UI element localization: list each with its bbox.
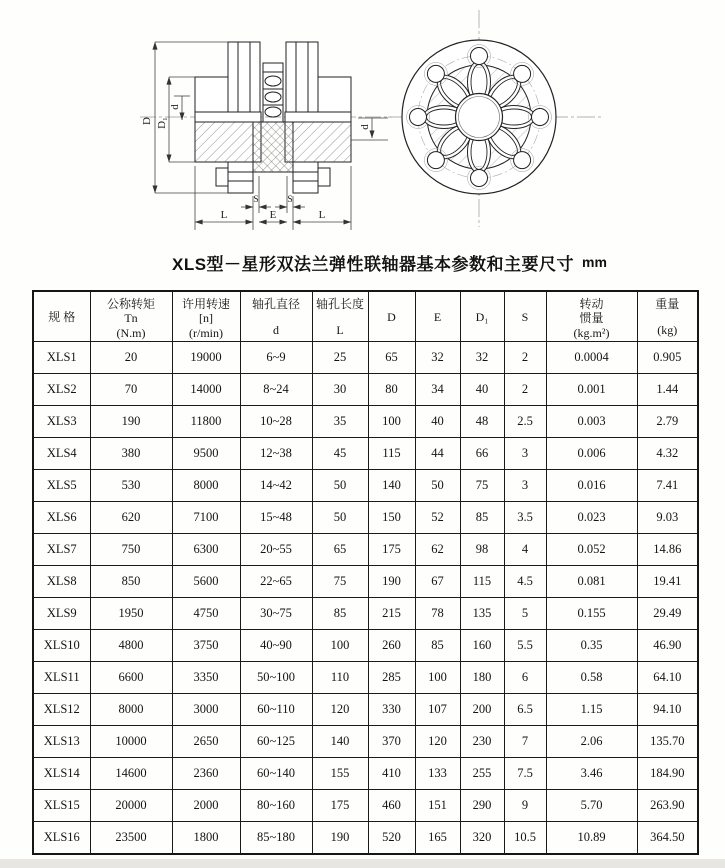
table-row xyxy=(33,342,698,374)
page-title: XLS型－星形双法兰弹性联轴器基本参数和主要尺寸 xyxy=(172,255,575,274)
value-cell: 75 xyxy=(312,565,368,597)
dim-label-D: D xyxy=(141,117,153,125)
value-cell: 23500 xyxy=(90,821,172,854)
value-cell: 120 xyxy=(312,693,368,725)
technical-drawing xyxy=(0,0,725,250)
table-header-cell: D xyxy=(368,291,415,342)
value-cell: 9 xyxy=(504,789,546,821)
value-cell: 7 xyxy=(504,725,546,757)
value-cell: 20 xyxy=(90,342,172,374)
value-cell: 1.15 xyxy=(546,693,637,725)
value-cell: 10.5 xyxy=(504,821,546,854)
value-cell: 215 xyxy=(368,597,415,629)
value-cell: 0.006 xyxy=(546,437,637,469)
spec-cell: XLS3 xyxy=(33,405,90,437)
value-cell: 3350 xyxy=(172,661,240,693)
value-cell: 6.5 xyxy=(504,693,546,725)
spec-cell: XLS13 xyxy=(33,725,90,757)
table-row xyxy=(33,597,698,629)
table-header-cell: D₁ xyxy=(460,291,504,342)
value-cell: 98 xyxy=(460,533,504,565)
table-header-cell: S xyxy=(504,291,546,342)
table-header-cell: 公称转矩 Tn (N.m) xyxy=(90,291,172,342)
value-cell: 6300 xyxy=(172,533,240,565)
value-cell: 135.70 xyxy=(637,725,698,757)
value-cell: 40 xyxy=(415,405,460,437)
value-cell: 380 xyxy=(90,437,172,469)
value-cell: 140 xyxy=(368,469,415,501)
value-cell: 850 xyxy=(90,565,172,597)
value-cell: 10~28 xyxy=(240,405,312,437)
table-header-cell: 轴孔直径 d xyxy=(240,291,312,342)
value-cell: 25 xyxy=(312,342,368,374)
value-cell: 14~42 xyxy=(240,469,312,501)
value-cell: 290 xyxy=(460,789,504,821)
value-cell: 260 xyxy=(368,629,415,661)
value-cell: 285 xyxy=(368,661,415,693)
value-cell: 115 xyxy=(460,565,504,597)
value-cell: 67 xyxy=(415,565,460,597)
value-cell: 115 xyxy=(368,437,415,469)
value-cell: 6600 xyxy=(90,661,172,693)
spec-cell: XLS8 xyxy=(33,565,90,597)
value-cell: 4.5 xyxy=(504,565,546,597)
value-cell: 3.46 xyxy=(546,757,637,789)
value-cell: 107 xyxy=(415,693,460,725)
value-cell: 64.10 xyxy=(637,661,698,693)
value-cell: 2650 xyxy=(172,725,240,757)
value-cell: 80 xyxy=(368,373,415,405)
value-cell: 40~90 xyxy=(240,629,312,661)
value-cell: 50 xyxy=(312,501,368,533)
value-cell: 8000 xyxy=(172,469,240,501)
dim-label-d-left: d xyxy=(169,104,181,110)
value-cell: 78 xyxy=(415,597,460,629)
spec-cell: XLS11 xyxy=(33,661,90,693)
value-cell: 180 xyxy=(460,661,504,693)
value-cell: 66 xyxy=(460,437,504,469)
value-cell: 0.052 xyxy=(546,533,637,565)
spec-cell: XLS9 xyxy=(33,597,90,629)
table-header-cell: 规 格 xyxy=(33,291,90,342)
value-cell: 85~180 xyxy=(240,821,312,854)
value-cell: 4.32 xyxy=(637,437,698,469)
table-row xyxy=(33,789,698,821)
value-cell: 30~75 xyxy=(240,597,312,629)
value-cell: 0.003 xyxy=(546,405,637,437)
table-row xyxy=(33,821,698,854)
value-cell: 175 xyxy=(312,789,368,821)
value-cell: 155 xyxy=(312,757,368,789)
value-cell: 40 xyxy=(460,373,504,405)
value-cell: 1950 xyxy=(90,597,172,629)
value-cell: 4800 xyxy=(90,629,172,661)
value-cell: 263.90 xyxy=(637,789,698,821)
value-cell: 85 xyxy=(415,629,460,661)
value-cell: 175 xyxy=(368,533,415,565)
value-cell: 0.016 xyxy=(546,469,637,501)
value-cell: 750 xyxy=(90,533,172,565)
value-cell: 530 xyxy=(90,469,172,501)
front-view xyxy=(388,10,602,227)
table-header-cell: 转动 惯量 (kg.m²) xyxy=(546,291,637,342)
value-cell: 460 xyxy=(368,789,415,821)
value-cell: 320 xyxy=(460,821,504,854)
value-cell: 80~160 xyxy=(240,789,312,821)
table-header-cell: E xyxy=(415,291,460,342)
value-cell: 29.49 xyxy=(637,597,698,629)
value-cell: 8~24 xyxy=(240,373,312,405)
spec-cell: XLS12 xyxy=(33,693,90,725)
section-view xyxy=(140,42,392,193)
spec-cell: XLS10 xyxy=(33,629,90,661)
value-cell: 190 xyxy=(90,405,172,437)
value-cell: 364.50 xyxy=(637,821,698,854)
table-body xyxy=(33,342,698,855)
value-cell: 5.70 xyxy=(546,789,637,821)
spec-table xyxy=(32,290,699,855)
value-cell: 12~38 xyxy=(240,437,312,469)
table-header-cell: 许用转速 [n] (r/min) xyxy=(172,291,240,342)
value-cell: 34 xyxy=(415,373,460,405)
value-cell: 0.001 xyxy=(546,373,637,405)
value-cell: 200 xyxy=(460,693,504,725)
table-row xyxy=(33,437,698,469)
value-cell: 0.081 xyxy=(546,565,637,597)
value-cell: 5600 xyxy=(172,565,240,597)
value-cell: 0.905 xyxy=(637,342,698,374)
dim-label-E: E xyxy=(269,209,277,221)
dim-label-L-left: L xyxy=(220,209,228,221)
value-cell: 2 xyxy=(504,342,546,374)
value-cell: 0.35 xyxy=(546,629,637,661)
value-cell: 15~48 xyxy=(240,501,312,533)
spec-cell: XLS4 xyxy=(33,437,90,469)
value-cell: 3000 xyxy=(172,693,240,725)
dim-label-D1: D₁ xyxy=(156,117,168,129)
value-cell: 70 xyxy=(90,373,172,405)
value-cell: 60~110 xyxy=(240,693,312,725)
value-cell: 2.5 xyxy=(504,405,546,437)
value-cell: 65 xyxy=(368,342,415,374)
value-cell: 0.023 xyxy=(546,501,637,533)
value-cell: 100 xyxy=(415,661,460,693)
table-row xyxy=(33,373,698,405)
value-cell: 190 xyxy=(312,821,368,854)
value-cell: 255 xyxy=(460,757,504,789)
table-row xyxy=(33,565,698,597)
value-cell: 6~9 xyxy=(240,342,312,374)
value-cell: 160 xyxy=(460,629,504,661)
value-cell: 19000 xyxy=(172,342,240,374)
value-cell: 94.10 xyxy=(637,693,698,725)
value-cell: 60~140 xyxy=(240,757,312,789)
value-cell: 0.58 xyxy=(546,661,637,693)
value-cell: 62 xyxy=(415,533,460,565)
table-row xyxy=(33,757,698,789)
spec-cell: XLS7 xyxy=(33,533,90,565)
value-cell: 520 xyxy=(368,821,415,854)
table-row xyxy=(33,661,698,693)
value-cell: 3.5 xyxy=(504,501,546,533)
dim-label-d-right: d xyxy=(359,124,371,130)
value-cell: 100 xyxy=(312,629,368,661)
value-cell: 2.06 xyxy=(546,725,637,757)
value-cell: 30 xyxy=(312,373,368,405)
table-header-cell: 重量 (kg) xyxy=(637,291,698,342)
value-cell: 184.90 xyxy=(637,757,698,789)
value-cell: 410 xyxy=(368,757,415,789)
value-cell: 10000 xyxy=(90,725,172,757)
value-cell: 50 xyxy=(415,469,460,501)
value-cell: 100 xyxy=(368,405,415,437)
value-cell: 60~125 xyxy=(240,725,312,757)
value-cell: 3750 xyxy=(172,629,240,661)
value-cell: 120 xyxy=(415,725,460,757)
table-row xyxy=(33,725,698,757)
dim-label-S-left: S xyxy=(253,195,259,205)
value-cell: 0.0004 xyxy=(546,342,637,374)
value-cell: 20~55 xyxy=(240,533,312,565)
value-cell: 20000 xyxy=(90,789,172,821)
value-cell: 1.44 xyxy=(637,373,698,405)
value-cell: 32 xyxy=(460,342,504,374)
value-cell: 133 xyxy=(415,757,460,789)
value-cell: 151 xyxy=(415,789,460,821)
value-cell: 52 xyxy=(415,501,460,533)
value-cell: 2000 xyxy=(172,789,240,821)
dim-label-S-right: S xyxy=(287,195,293,205)
value-cell: 9.03 xyxy=(637,501,698,533)
spec-cell: XLS2 xyxy=(33,373,90,405)
value-cell: 2 xyxy=(504,373,546,405)
value-cell: 46.90 xyxy=(637,629,698,661)
value-cell: 65 xyxy=(312,533,368,565)
value-cell: 14600 xyxy=(90,757,172,789)
value-cell: 165 xyxy=(415,821,460,854)
value-cell: 5 xyxy=(504,597,546,629)
spec-cell: XLS15 xyxy=(33,789,90,821)
spec-cell: XLS1 xyxy=(33,342,90,374)
value-cell: 32 xyxy=(415,342,460,374)
table-header-row xyxy=(33,291,698,342)
value-cell: 3 xyxy=(504,469,546,501)
value-cell: 330 xyxy=(368,693,415,725)
table-row xyxy=(33,469,698,501)
value-cell: 620 xyxy=(90,501,172,533)
value-cell: 2360 xyxy=(172,757,240,789)
value-cell: 135 xyxy=(460,597,504,629)
table-header-cell: 轴孔长度 L xyxy=(312,291,368,342)
value-cell: 14.86 xyxy=(637,533,698,565)
bottom-edge xyxy=(0,859,725,868)
value-cell: 0.155 xyxy=(546,597,637,629)
value-cell: 230 xyxy=(460,725,504,757)
value-cell: 140 xyxy=(312,725,368,757)
value-cell: 50~100 xyxy=(240,661,312,693)
value-cell: 7.5 xyxy=(504,757,546,789)
table-row xyxy=(33,693,698,725)
table-row xyxy=(33,501,698,533)
value-cell: 14000 xyxy=(172,373,240,405)
value-cell: 5.5 xyxy=(504,629,546,661)
spec-cell: XLS5 xyxy=(33,469,90,501)
value-cell: 11800 xyxy=(172,405,240,437)
spec-cell: XLS6 xyxy=(33,501,90,533)
value-cell: 6 xyxy=(504,661,546,693)
value-cell: 9500 xyxy=(172,437,240,469)
value-cell: 35 xyxy=(312,405,368,437)
value-cell: 190 xyxy=(368,565,415,597)
value-cell: 19.41 xyxy=(637,565,698,597)
value-cell: 8000 xyxy=(90,693,172,725)
value-cell: 48 xyxy=(460,405,504,437)
unit-label: mm xyxy=(582,254,607,270)
value-cell: 10.89 xyxy=(546,821,637,854)
value-cell: 50 xyxy=(312,469,368,501)
value-cell: 4 xyxy=(504,533,546,565)
value-cell: 2.79 xyxy=(637,405,698,437)
spec-cell: XLS14 xyxy=(33,757,90,789)
value-cell: 1800 xyxy=(172,821,240,854)
table-row xyxy=(33,533,698,565)
table-row xyxy=(33,405,698,437)
value-cell: 4750 xyxy=(172,597,240,629)
value-cell: 45 xyxy=(312,437,368,469)
value-cell: 7.41 xyxy=(637,469,698,501)
value-cell: 44 xyxy=(415,437,460,469)
value-cell: 75 xyxy=(460,469,504,501)
value-cell: 85 xyxy=(460,501,504,533)
value-cell: 370 xyxy=(368,725,415,757)
value-cell: 3 xyxy=(504,437,546,469)
value-cell: 150 xyxy=(368,501,415,533)
dim-label-L-right: L xyxy=(318,209,326,221)
value-cell: 22~65 xyxy=(240,565,312,597)
table-row xyxy=(33,629,698,661)
spec-cell: XLS16 xyxy=(33,821,90,854)
value-cell: 7100 xyxy=(172,501,240,533)
value-cell: 110 xyxy=(312,661,368,693)
value-cell: 85 xyxy=(312,597,368,629)
